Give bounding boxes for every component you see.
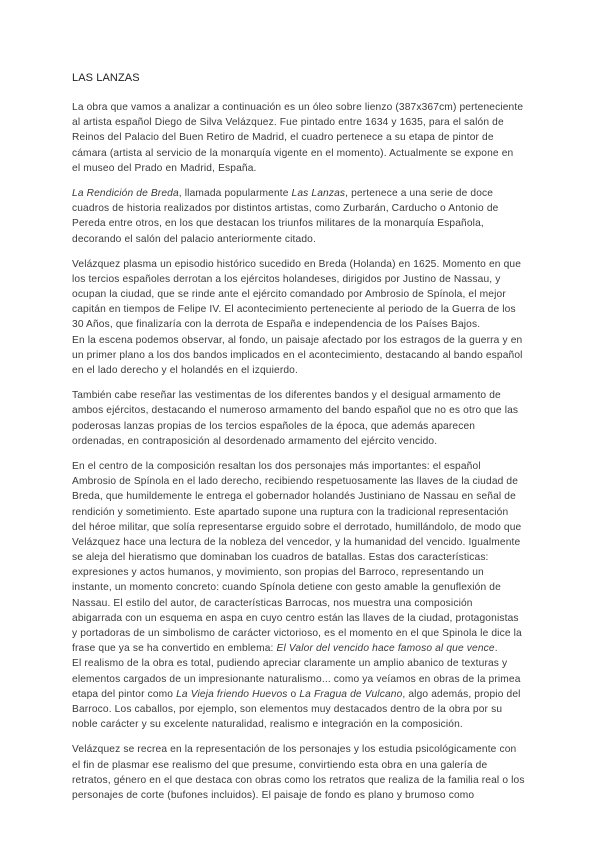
text-line <box>72 773 542 788</box>
text-segment: 30 Años, que finalizaría con la derrota de España e independencia de los Países Bajos. <box>72 319 481 331</box>
text-line <box>72 742 542 757</box>
text-segment: Nassau. El estilo del autor, de características Barrocas, nos muestra una composición <box>72 597 473 609</box>
italic-text: El Valor del vencido hace famoso al que vence <box>276 643 495 655</box>
paragraph <box>72 100 542 176</box>
text-line <box>72 317 542 332</box>
text-line <box>72 565 542 580</box>
text-line <box>72 388 542 403</box>
text-line <box>72 302 542 317</box>
text-segment: instante, un momento concreto: cuando Spínola detiene con gesto amable la genuflexión de <box>72 582 501 594</box>
text-segment: el museo del Prado en Madrid, España. <box>72 162 257 174</box>
text-segment: , algo además, propio del <box>402 688 521 700</box>
text-segment: Barroco. Los caballos, por ejemplo, son elementos muy destacados dentro de la obra por su <box>72 703 503 715</box>
paragraph <box>72 257 542 379</box>
italic-text: Las Lanzas <box>291 187 346 199</box>
text-line <box>72 611 542 626</box>
text-segment: Velázquez plasma un episodio histórico sucedido en Breda (Holanda) en 1625. Momento en que <box>72 258 522 270</box>
text-line <box>72 186 542 201</box>
text-segment: , pertenece a una serie de doce <box>345 187 494 199</box>
text-segment: capitán en tiempos de Felipe IV. El acontecimiento perteneciente al periodo de la Guerra de los <box>72 304 516 316</box>
text-segment: rendición y sometimiento. Este apartado supone una ruptura con la tradicional representación <box>72 506 509 518</box>
text-segment: los tercios españoles derrotan a los ejércitos holandeses, dirigidos por Justino de Nassau, y <box>72 273 501 285</box>
text-segment: o <box>287 688 300 700</box>
italic-text: La Fragua de Vulcano <box>299 688 403 700</box>
text-segment: Ambrosio de Spínola en el lado derecho, recibiendo respetuosamente las llaves de la ciudad de <box>72 476 519 488</box>
paragraph <box>72 742 542 803</box>
text-line <box>72 672 542 687</box>
italic-text: La Vieja friendo Huevos <box>176 688 288 700</box>
text-line <box>72 596 542 611</box>
text-segment: el fin de plasmar ese realismo del que presume, convirtiendo esta obra en una galería de <box>72 759 488 771</box>
text-line <box>72 333 542 348</box>
text-segment: cuadros de historia realizados por distintos artistas, como Zurbarán, Carducho o Antonio de <box>72 203 499 215</box>
text-segment: y portadoras de un simbolismo de carácter victorioso, es el momento en el que Spinola le dice la <box>72 628 522 639</box>
text-line <box>72 656 542 671</box>
document-body <box>72 100 542 813</box>
text-segment: decorando el salón del palacio anteriormente citado. <box>72 233 316 245</box>
text-segment: Breda, que humildemente le entrega el gobernador holandés Justiniano de Nassau en señal de <box>72 491 516 503</box>
text-line <box>72 641 542 656</box>
italic-text: La Rendición de Breda <box>72 187 179 199</box>
text-line <box>72 687 542 702</box>
text-segment: , llamada popularmente <box>178 187 292 199</box>
text-line <box>72 216 542 231</box>
text-segment: ambos ejércitos, destacando el numeroso armamento del bando español que no es otro que las <box>72 405 519 417</box>
text-segment: noble carácter y su excelente naturalidad, realismo e integración en la composición. <box>72 719 463 731</box>
text-segment: se aleja del hieratismo que dominaban los cuadros de batallas. Estas dos características: <box>72 552 489 564</box>
text-segment: un primer plano a los dos bandos implicados en el acontecimiento, destacando al bando español <box>72 349 523 361</box>
text-line <box>72 580 542 595</box>
text-line <box>72 459 542 474</box>
text-line <box>72 419 542 434</box>
text-segment: ocupan la ciudad, que se rinde ante el ejército comandado por Ambrosio de Spínola, el mejor <box>72 289 506 301</box>
text-line <box>72 272 542 287</box>
text-segment: del héroe militar, que solía representarse erguido sobre el derrotado, humillándolo, de modo que <box>72 521 522 533</box>
text-segment: abigarrada con un esquema en aspa en cuyo centro están las llaves de la ciudad, protagonistas <box>72 612 519 624</box>
text-line <box>72 115 542 130</box>
text-line <box>72 232 542 247</box>
text-line <box>72 474 542 489</box>
text-segment: etapa del pintor como <box>72 688 177 700</box>
paragraph <box>72 459 542 732</box>
text-segment: cámara (artista al servicio de la monarquía vigente en el momento). Actualmente se expone en <box>72 147 514 159</box>
text-segment: En el centro de la composición resaltan los dos personajes más importantes: el español <box>72 460 481 472</box>
text-line <box>72 130 542 145</box>
text-line <box>72 100 542 115</box>
text-line <box>72 434 542 449</box>
text-line <box>72 505 542 520</box>
text-segment: personajes de corte (bufones incluidos). El paisaje de fondo es plano y brumoso como <box>72 789 475 801</box>
text-segment: En la escena podemos observar, al fondo, un paisaje afectado por los estragos de la guerra y en <box>72 334 523 346</box>
text-line <box>72 717 542 732</box>
text-line <box>72 363 542 378</box>
text-line <box>72 758 542 773</box>
text-segment: Velázquez se recrea en la representación de los personajes y los estudia psicológicamente con <box>72 744 517 756</box>
text-segment: frase que ya se ha convertido en emblema: <box>72 643 277 655</box>
text-segment: en el lado derecho y el holandés en el izquierdo. <box>72 365 298 376</box>
text-line <box>72 535 542 550</box>
text-segment: al artista español Diego de Silva Velázquez. Fue pintado entre 1634 y 1635, para el salón de <box>72 117 504 129</box>
text-segment: Reinos del Palacio del Buen Retiro de Madrid, el cuadro pertenece a su etapa de pintor de <box>72 132 494 144</box>
text-segment: Pereda entre otros, en los que destacan los triunfos militares de la monarquía Española, <box>72 218 484 230</box>
text-line <box>72 702 542 717</box>
text-line <box>72 489 542 504</box>
text-segment: El realismo de la obra es total, pudiendo apreciar claramente un amplio abanico de texturas y <box>72 658 508 670</box>
text-line <box>72 287 542 302</box>
text-line <box>72 161 542 176</box>
text-line <box>72 626 542 641</box>
text-line <box>72 550 542 565</box>
paragraph <box>72 388 542 449</box>
text-segment: ordenadas, en contraposición al desordenado armamento del ejército vencido. <box>72 435 438 447</box>
text-line <box>72 403 542 418</box>
paragraph <box>72 186 542 247</box>
text-segment: elementos cargados de un impresionante naturalismo... como ya veíamos en obras de la primea <box>72 673 521 685</box>
text-line <box>72 788 542 803</box>
text-segment: . <box>494 643 498 655</box>
text-segment: También cabe reseñar las vestimentas de los diferentes bandos y el desigual armamento de <box>72 390 501 402</box>
document-title: LAS LANZAS <box>72 72 140 84</box>
text-segment: Velázquez hace una lectura de la nobleza del vencedor, y la humanidad del vencido. Igualmente <box>72 536 521 548</box>
text-line <box>72 146 542 161</box>
text-segment: poderosas lanzas propias de los tercios españoles de la época, que además aparecen <box>72 420 476 432</box>
text-segment: La obra que vamos a analizar a continuación es un óleo sobre lienzo (387x367cm) perteneciente <box>72 102 524 113</box>
text-line <box>72 520 542 535</box>
text-line <box>72 348 542 363</box>
text-segment: expresiones y actos humanos, y movimiento, son propias del Barroco, representando un <box>72 567 484 579</box>
text-line <box>72 201 542 216</box>
text-line <box>72 257 542 272</box>
text-segment: retratos, género en el que destaca con obras como los retratos que realiza de la familia real o los <box>72 774 525 786</box>
